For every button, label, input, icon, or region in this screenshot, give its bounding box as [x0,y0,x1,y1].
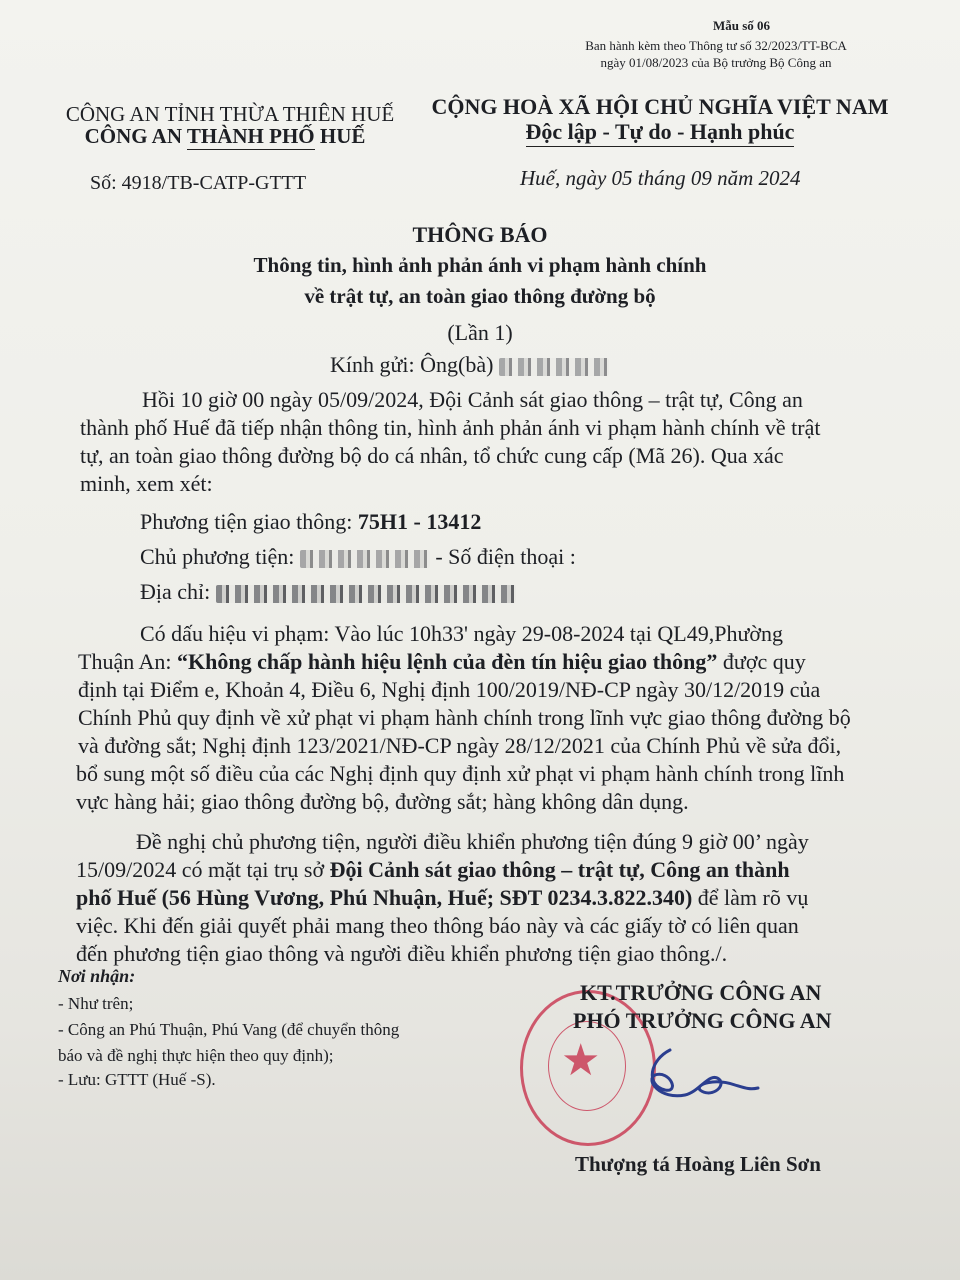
signer-name: Thượng tá Hoàng Liên Sơn [575,1152,821,1176]
recipient-item: - Lưu: GTTT (Huế -S). [58,1070,216,1089]
form-legal-basis [556,37,876,71]
issuing-agency-part-c: HUẾ [314,124,366,148]
issuing-agency [40,124,410,149]
greeting-text: Kính gửi: Ông(bà) [330,352,494,377]
violation-line-1: Có dấu hiệu vi phạm: Vào lúc 10h33' ngày 29-08-2024 tại QL49,Phường [140,621,784,646]
violation-line-7: vực hàng hải; giao thông đường bộ, đường sắt; hàng không dân dụng. [76,789,689,814]
request-line-5: đến phương tiện giao thông và người điều khiển phương tiện giao thông./. [76,941,728,966]
violation-line-3: định tại Điểm e, Khoản 4, Điều 6, Nghị định 100/2019/NĐ-CP ngày 30/12/2019 của [78,677,821,702]
redacted-address [216,585,516,603]
redacted-owner [300,550,430,568]
document-title: THÔNG BÁO [412,222,548,247]
address-line [140,578,516,606]
motto-text: Độc lập - Tự do - Hạnh phúc [526,119,795,147]
intro-line-4: minh, xem xét: [80,471,213,496]
intro-line-1: Hồi 10 giờ 00 ngày 05/09/2024, Đội Cảnh sát giao thông – trật tự, Công an [142,387,803,412]
national-title: CỘNG HOÀ XÃ HỘI CHỦ NGHĨA VIỆT NAM [431,94,889,119]
request-office-address: phố Huế (56 Hùng Vương, Phú Nhuận, Huế; SĐT 0234.3.822.340) [76,885,693,910]
greeting [330,352,609,378]
violation-line-2 [78,648,806,676]
document-number: Số: 4918/TB-CATP-GTTT [90,172,307,194]
signer-authority-line-2: PHÓ TRƯỞNG CÔNG AN [573,1008,832,1033]
recipient-item: - Như trên; [58,994,134,1013]
intro-line-3: tự, an toàn giao thông đường bộ do cá nhân, tổ chức cung cấp (Mã 26). Qua xác [80,443,784,468]
recipient-item: - Công an Phú Thuận, Phú Vang (để chuyển thông [58,1020,400,1039]
issuing-parent-agency: CÔNG AN TỈNH THỪA THIÊN HUẾ [65,102,395,126]
vehicle-line [140,508,481,536]
violation-line-5: và đường sắt; Nghị định 123/2021/NĐ-CP ngày 28/12/2021 của Chính Phủ về sửa đổi, [78,733,842,758]
request-line-3 [76,884,808,912]
redacted-name [499,358,609,376]
handwritten-signature [640,1040,760,1110]
form-code: Mẫu số 06 [712,18,770,33]
request-purpose: để làm rõ vụ [692,885,809,910]
violation-offense: “Không chấp hành hiệu lệnh của đèn tín hiệu giao thông” [177,649,718,674]
document-subtitle-1: Thông tin, hình ảnh phản ánh vi phạm hành chính [253,253,707,277]
phone-label: - Số điện thoại : [435,544,576,569]
request-line-1: Đề nghị chủ phương tiện, người điều khiển phương tiện đúng 9 giờ 00’ ngày [136,829,809,854]
issuing-agency-part-b: THÀNH PHỐ [186,124,315,148]
owner-line [140,543,576,571]
star-icon: ★ [561,1036,601,1085]
request-line-2 [76,856,790,884]
violation-line-6: bổ sung một số điều của các Nghị định quy định xử phạt vi phạm hành chính trong lĩnh [76,761,845,786]
intro-line-2: thành phố Huế đã tiếp nhận thông tin, hình ảnh phản ánh vi phạm hành chính về trật [80,415,821,440]
vehicle-label: Phương tiện giao thông: [140,509,358,534]
attempt-number: (Lần 1) [447,320,513,345]
request-date-text: 15/09/2024 có mặt tại trụ sở [76,857,330,882]
recipient-item: báo và đề nghị thực hiện theo quy định); [58,1046,334,1065]
address-label: Địa chỉ: [140,579,211,604]
owner-label: Chủ phương tiện: [140,544,295,569]
violation-tail: được quy [717,649,806,674]
signer-authority-line-1: KT.TRƯỞNG CÔNG AN [580,980,822,1005]
national-motto [430,119,890,145]
request-office: Đội Cảnh sát giao thông – trật tự, Công an thành [329,857,790,882]
signature-stroke [652,1050,758,1096]
request-line-4: việc. Khi đến giải quyết phải mang theo thông báo này và các giấy tờ có liên quan [76,913,799,938]
issuing-agency-part-a: CÔNG AN [84,124,187,148]
date-line: Huế, ngày 05 tháng 09 năm 2024 [520,166,801,190]
vehicle-plate: 75H1 - 13412 [357,509,482,534]
form-note-line-2: ngày 01/08/2023 của Bộ trưởng Bộ Công an [600,55,832,70]
violation-location: Thuận An: [78,649,177,674]
recipients-heading: Nơi nhận: [58,966,136,986]
violation-line-4: Chính Phủ quy định về xử phạt vi phạm hành chính trong lĩnh vực giao thông đường bộ [78,705,851,730]
document-subtitle-2: về trật tự, an toàn giao thông đường bộ [304,284,656,308]
form-note-line-1: Ban hành kèm theo Thông tư số 32/2023/TT-BCA [585,38,847,53]
